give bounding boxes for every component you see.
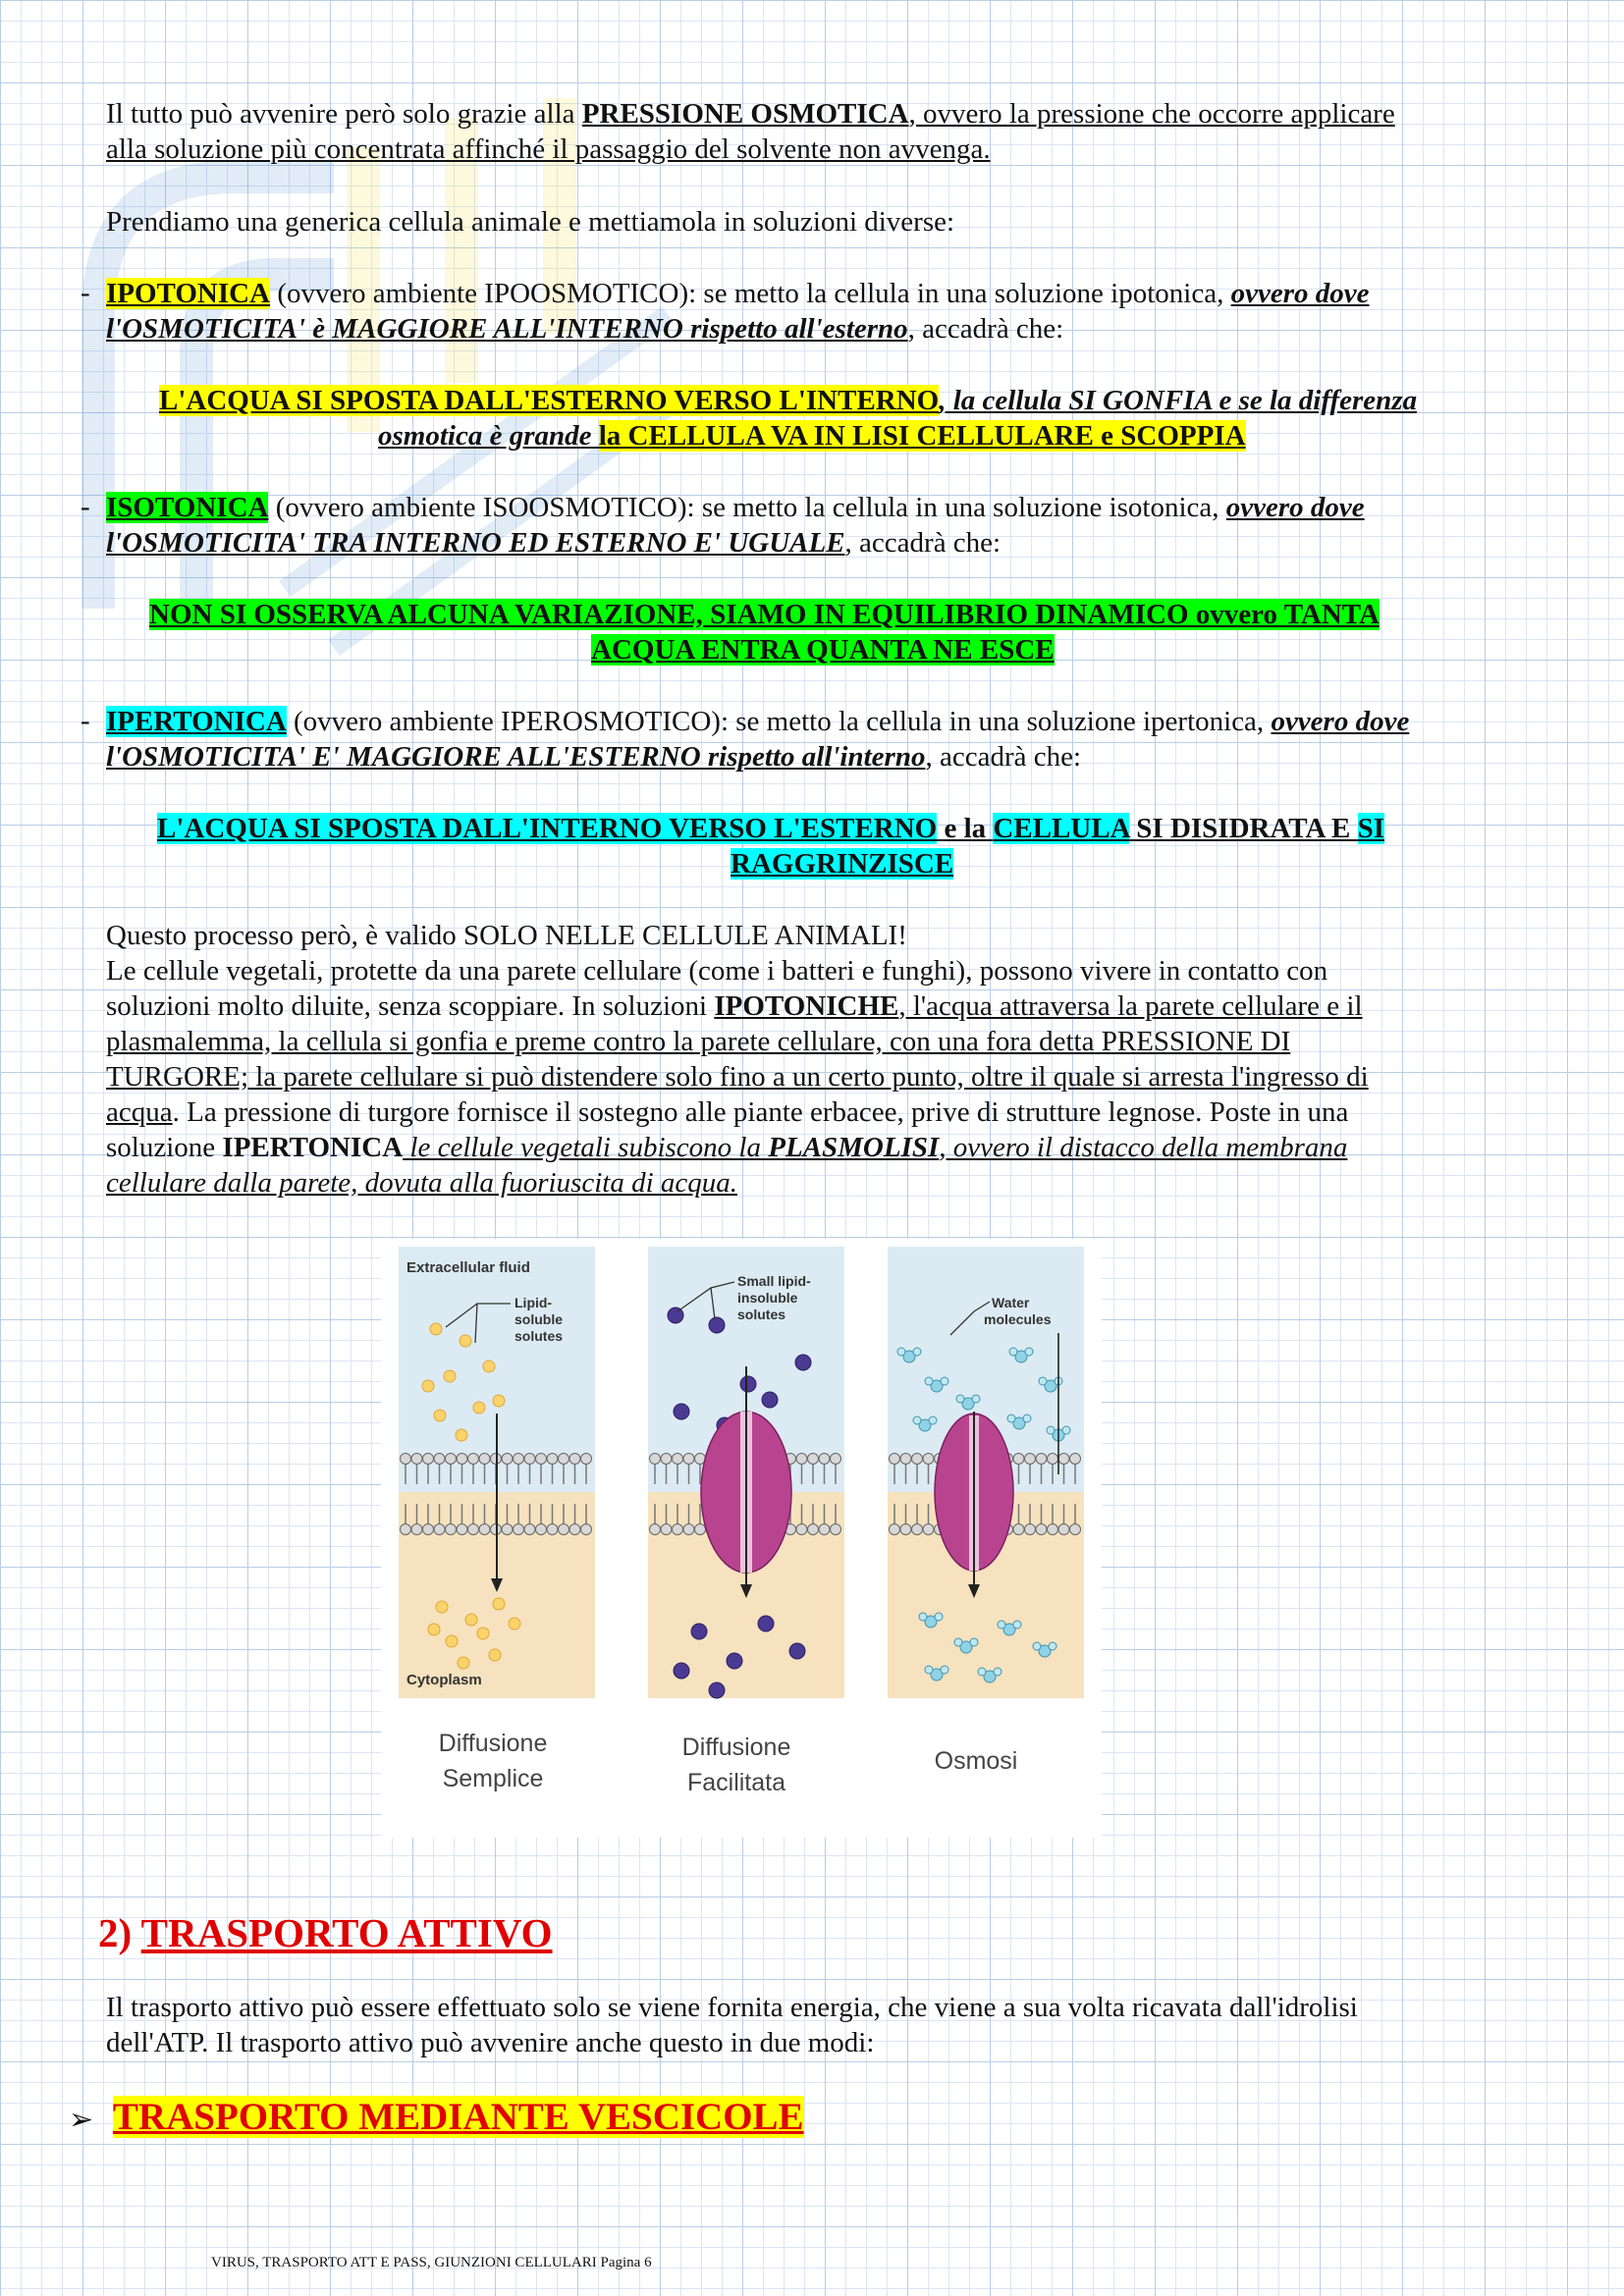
list-dash: - (81, 491, 90, 522)
insoluble-solute (740, 1376, 756, 1392)
lipid-head (661, 1524, 672, 1535)
water-atom (919, 1613, 927, 1621)
lipid-solute (493, 1395, 505, 1407)
water-atom (1062, 1426, 1070, 1434)
ipotonica-term: IPOTONICA (106, 278, 271, 309)
isotonica-term: ISOTONICA (106, 492, 269, 523)
caption-osmosi: Osmosi (934, 1747, 1018, 1775)
lipid-head (468, 1454, 479, 1465)
ipertonica-term: IPERTONICA (106, 706, 287, 737)
ipertonica-desc: (ovvero ambiente IPEROSMOTICO): se metto la cellula in una soluzione ipertonica, (286, 706, 1272, 737)
ipotonica-em-2: l'OSMOTICITA' è MAGGIORE ALL'INTERNO rispetto all'esterno (106, 313, 908, 345)
ipertonica-result-raggrinzisce: RAGGRINZISCE (731, 848, 954, 880)
vegetali-line-7 (106, 1130, 1347, 1165)
page-footer: VIRUS, TRASPORTO ATT E PASS, GIUNZIONI CELLULARI Pagina 6 (211, 2255, 652, 2270)
arrow-bullet-icon: ➢ (69, 2103, 94, 2137)
isotonica-line-1 (106, 490, 1365, 525)
lipid-head (547, 1524, 558, 1535)
ipotonica-line-1 (106, 276, 1370, 311)
water-atom (972, 1395, 980, 1403)
ipertonica-result-si: SI (1357, 813, 1385, 844)
lipid-head (1070, 1454, 1081, 1465)
pressione-osmotica-term: PRESSIONE OSMOTICA (581, 98, 909, 130)
lipid-head (502, 1454, 513, 1465)
lipid-solute (465, 1614, 477, 1626)
caption-diffusione-semplice-1: Diffusione (438, 1730, 548, 1757)
ipertonica-tail: , accadrà che: (925, 741, 1082, 773)
trasporto-vescicole-title: TRASPORTO MEDIANTE VESCICOLE (112, 2096, 804, 2138)
water-atom (1023, 1415, 1031, 1422)
lipid-head (831, 1454, 841, 1465)
lipid-head (683, 1454, 694, 1465)
small-label-1: Small lipid- (737, 1273, 811, 1289)
ipotonica-desc: (ovvero ambiente IPOOSMOTICO): se metto la cellula in una soluzione ipotonica, (270, 278, 1231, 309)
lipid-head (673, 1524, 683, 1535)
lipid-head (1048, 1454, 1058, 1465)
lipid-solute (493, 1598, 505, 1610)
ipotonica-line-2 (106, 311, 1063, 347)
isotonica-em-2: l'OSMOTICITA' TRA INTERNO ED ESTERNO E' UGUALE (106, 527, 845, 559)
lipid-head (673, 1454, 683, 1465)
section-number: 2) (98, 1910, 141, 1955)
lipid-head (514, 1524, 524, 1535)
ipotoniche-term: IPOTONICHE (714, 990, 899, 1022)
isotonica-result-2 (591, 632, 1055, 667)
water-atom (941, 1666, 948, 1674)
intro-line-3: Prendiamo una generica cellula animale e mettiamola in soluzioni diverse: (106, 206, 955, 238)
lipid-solute (473, 1402, 485, 1414)
lipid-head (695, 1524, 706, 1535)
ipertonica-line-1 (106, 704, 1409, 739)
section-2-line-2: dell'ATP. Il trasporto attivo può avvenire anche questo in due modi: (106, 2027, 875, 2058)
lipid-head (1025, 1524, 1036, 1535)
plasmolisi-term: PLASMOLISI (768, 1132, 940, 1163)
isotonica-desc: (ovvero ambiente ISOOSMOTICO): se metto la cellula in una soluzione isotonica, (268, 492, 1226, 523)
ipertonica-result-and: e la (937, 813, 994, 844)
lipid-head (401, 1524, 411, 1535)
ipotonica-result-2 (378, 418, 1246, 454)
lipid-head (581, 1524, 592, 1535)
vegetali-line-2: Le cellule vegetali, protette da una parete cellulare (come i batteri e funghi), possono vivere in contatto con (106, 955, 1328, 987)
lipid-label-3: solutes (514, 1328, 564, 1344)
lipid-head (650, 1524, 661, 1535)
vegetali-underlined: , l'acqua attraversa la parete cellulare e il (898, 990, 1363, 1022)
insoluble-solute (668, 1308, 683, 1323)
lipid-head (423, 1454, 434, 1465)
lipid-head (569, 1454, 580, 1465)
isotonica-result-highlight: NON SI OSSERVA ALCUNA VARIAZIONE, SIAMO IN EQUILIBRIO DINAMICO ovvero TANTA (149, 599, 1380, 630)
isotonica-tail: , accadrà che: (844, 527, 1001, 559)
lipid-head (536, 1454, 547, 1465)
lipid-head (819, 1454, 830, 1465)
lipid-solute (509, 1618, 520, 1629)
water-atom (998, 1621, 1005, 1629)
lipid-head (1036, 1524, 1047, 1535)
vegetali-soluzione: soluzione (106, 1132, 223, 1163)
insoluble-solute (674, 1404, 689, 1419)
lipid-head (434, 1524, 445, 1535)
vegetali-text: soluzioni molto diluite, senza scoppiare. In soluzioni (106, 990, 715, 1022)
lipid-head (536, 1524, 547, 1535)
lipid-head (1013, 1454, 1024, 1465)
water-atom (956, 1395, 964, 1403)
insoluble-solute (762, 1392, 778, 1408)
water-atom (1013, 1621, 1021, 1629)
lipid-head (1025, 1454, 1036, 1465)
lipid-head (912, 1454, 923, 1465)
lipid-head (569, 1524, 580, 1535)
lipid-solute (428, 1624, 440, 1635)
lipid-head (559, 1524, 569, 1535)
isotonica-result-highlight-2: ACQUA ENTRA QUANTA NE ESCE (591, 634, 1055, 666)
ipertonica-em-2: l'OSMOTICITA' E' MAGGIORE ALL'ESTERNO rispetto all'interno (106, 741, 926, 773)
insoluble-solute (709, 1682, 725, 1698)
lipid-head (1058, 1524, 1069, 1535)
lipid-head (423, 1524, 434, 1535)
lipid-head (1013, 1524, 1024, 1535)
vegetali-text-2: . La pressione di turgore fornisce il sostegno alle piante erbacee, prive di strutture legnose. Poste in una (172, 1096, 1349, 1128)
water-atom (1039, 1377, 1047, 1385)
lipid-head (912, 1524, 923, 1535)
lipid-solute (434, 1410, 446, 1421)
caption-diffusione-facilitata-1: Diffusione (681, 1734, 791, 1761)
lipid-head (661, 1454, 672, 1465)
water-atom (929, 1416, 937, 1424)
lipid-head (683, 1524, 694, 1535)
lipid-head (446, 1524, 457, 1535)
lipid-head (831, 1524, 841, 1535)
lipid-head (479, 1454, 490, 1465)
water-atom (954, 1638, 962, 1646)
insoluble-solute (789, 1643, 805, 1659)
water-atom (925, 1666, 933, 1674)
lipid-head (819, 1524, 830, 1535)
water-atom (978, 1668, 986, 1676)
water-atom (897, 1348, 905, 1356)
water-atom (1049, 1642, 1056, 1650)
small-label-2: insoluble (737, 1290, 798, 1306)
lipid-head (411, 1454, 422, 1465)
lipid-head (468, 1524, 479, 1535)
lipid-head (900, 1524, 911, 1535)
section-title: TRASPORTO ATTIVO (140, 1910, 553, 1955)
list-dash: - (81, 705, 90, 736)
water-atom (1009, 1348, 1017, 1356)
water-atom (1025, 1348, 1033, 1356)
membrane-diagram (381, 1239, 1102, 1838)
lipid-head (808, 1454, 819, 1465)
lipid-head (923, 1524, 934, 1535)
water-atom (994, 1668, 1001, 1676)
isotonica-result-1 (149, 597, 1380, 632)
lipid-head (502, 1524, 513, 1535)
intro-text: Il tutto può avvenire però solo grazie alla (106, 98, 582, 130)
lipid-solute (446, 1635, 458, 1647)
lipid-head (547, 1454, 558, 1465)
ipotonica-tail: , accadrà che: (907, 313, 1064, 345)
lipid-solute (422, 1380, 434, 1392)
insoluble-solute (674, 1663, 689, 1679)
water-label-2: molecules (984, 1311, 1052, 1327)
section-2-heading (98, 1909, 553, 1956)
vegetali-line-8: cellulare dalla parete, dovuta alla fuoriuscita di acqua. (106, 1167, 738, 1199)
small-label-3: solutes (737, 1307, 786, 1322)
water-atom (925, 1377, 933, 1385)
vegetali-acqua: acqua (106, 1096, 173, 1128)
ipertonica-result-2 (731, 846, 953, 881)
water-atom (913, 1416, 921, 1424)
ipotonica-result-1 (159, 383, 1417, 418)
lipid-head (479, 1524, 490, 1535)
lipid-head (796, 1524, 807, 1535)
isotonica-em-1: ovvero dove (1225, 492, 1365, 523)
ipertonica-term-2: IPERTONICA (222, 1132, 404, 1163)
water-atom (1047, 1426, 1055, 1434)
water-atom (935, 1613, 943, 1621)
membrane-transport-figure (381, 1239, 1102, 1838)
vegetali-line-3 (106, 988, 1363, 1024)
lipid-head (796, 1454, 807, 1465)
lipid-head (581, 1454, 592, 1465)
ipotonica-em-1: ovvero dove (1230, 278, 1370, 309)
intro-line-2: alla soluzione più concentrata affinché il passaggio del solvente non avvenga. (106, 133, 991, 165)
ipotonica-result-rest: , la cellula SI GONFIA e se la differenza (939, 385, 1418, 416)
lipid-head (900, 1454, 911, 1465)
water-atom (1033, 1642, 1041, 1650)
subsection-heading (69, 2095, 804, 2139)
water-atom (970, 1638, 978, 1646)
lipid-head (1048, 1524, 1058, 1535)
lipid-head (1070, 1524, 1081, 1535)
lipid-solute (489, 1649, 501, 1661)
water-atom (1007, 1415, 1015, 1422)
caption-diffusione-facilitata-2: Facilitata (686, 1769, 786, 1796)
vegetali-line-4: plasmalemma, la cellula si gonfia e preme contro la parete cellulare, con una fora detta PRESSIONE DI (106, 1026, 1291, 1057)
lipid-head (650, 1454, 661, 1465)
lipid-head (890, 1524, 900, 1535)
lipid-solute (444, 1370, 456, 1382)
lipid-head (1036, 1454, 1047, 1465)
isotonica-line-2 (106, 525, 1001, 561)
lipid-solute (436, 1601, 448, 1613)
vegetali-italic-2: , ovvero il distacco della membrana (939, 1132, 1348, 1163)
lipid-solute (430, 1323, 442, 1335)
water-label-1: Water (992, 1295, 1030, 1310)
vegetali-line-1: Questo processo però, è valido SOLO NELLE CELLULE ANIMALI! (106, 920, 907, 951)
extracellular-label: Extracellular fluid (406, 1259, 530, 1276)
lipid-solute (460, 1335, 471, 1347)
insoluble-solute (727, 1653, 742, 1669)
caption-diffusione-semplice-2: Semplice (442, 1765, 544, 1792)
ipertonica-result-cellula: CELLULA (993, 813, 1130, 844)
ipotonica-result-highlight: L'ACQUA SI SPOSTA DALL'ESTERNO VERSO L'INTERNO (159, 385, 940, 416)
lipid-head (524, 1454, 535, 1465)
lipid-head (923, 1454, 934, 1465)
ipertonica-result-highlight: L'ACQUA SI SPOSTA DALL'INTERNO VERSO L'ESTERNO (157, 813, 938, 844)
ipertonica-result-disidrata: SI DISIDRATA E (1129, 813, 1358, 844)
lipid-head (457, 1524, 467, 1535)
section-2-line-1: Il trasporto attivo può essere effettuato solo se viene fornita energia, che viene a sua volta ricavata dall'idrolisi (106, 1992, 1358, 2023)
lipid-solute (483, 1361, 495, 1372)
lipid-head (808, 1524, 819, 1535)
lipid-label-2: soluble (514, 1311, 564, 1327)
lipid-head (446, 1454, 457, 1465)
vegetali-line-6 (106, 1095, 1348, 1130)
vegetali-line-5: TURGORE; la parete cellulare si può distendere solo fino a un certo punto, oltre il quale si arresta l'ingresso di (106, 1061, 1369, 1093)
lipid-solute (456, 1429, 467, 1441)
insoluble-solute (758, 1616, 774, 1631)
lipid-head (524, 1524, 535, 1535)
intro-line-1 (106, 96, 1395, 132)
ipertonica-em-1: ovvero dove (1271, 706, 1410, 737)
lipid-head (401, 1454, 411, 1465)
ipotonica-result-osmotica: osmotica è grande (378, 420, 599, 452)
lipid-head (411, 1524, 422, 1535)
ipertonica-result-1 (157, 811, 1384, 846)
water-atom (913, 1348, 921, 1356)
insoluble-solute (691, 1624, 707, 1639)
insoluble-solute (709, 1317, 725, 1333)
lipid-head (890, 1454, 900, 1465)
lipid-head (457, 1454, 467, 1465)
ipertonica-line-2 (106, 739, 1081, 774)
vegetali-italic: le cellule vegetali subiscono la (403, 1132, 769, 1163)
intro-definition: , ovvero la pressione che occorre applicare (908, 98, 1395, 130)
lipid-solute (477, 1628, 489, 1639)
lipid-head (434, 1454, 445, 1465)
lipid-label-1: Lipid- (514, 1295, 553, 1310)
cytoplasm-label: Cytoplasm (406, 1672, 482, 1688)
insoluble-solute (795, 1355, 811, 1370)
lipid-head (514, 1454, 524, 1465)
water-atom (941, 1377, 948, 1385)
lipid-head (559, 1454, 569, 1465)
lipid-solute (458, 1657, 469, 1669)
list-dash: - (81, 277, 90, 308)
ipotonica-result-lisi: la CELLULA VA IN LISI CELLULARE e SCOPPIA (598, 420, 1246, 452)
lipid-head (1058, 1454, 1069, 1465)
